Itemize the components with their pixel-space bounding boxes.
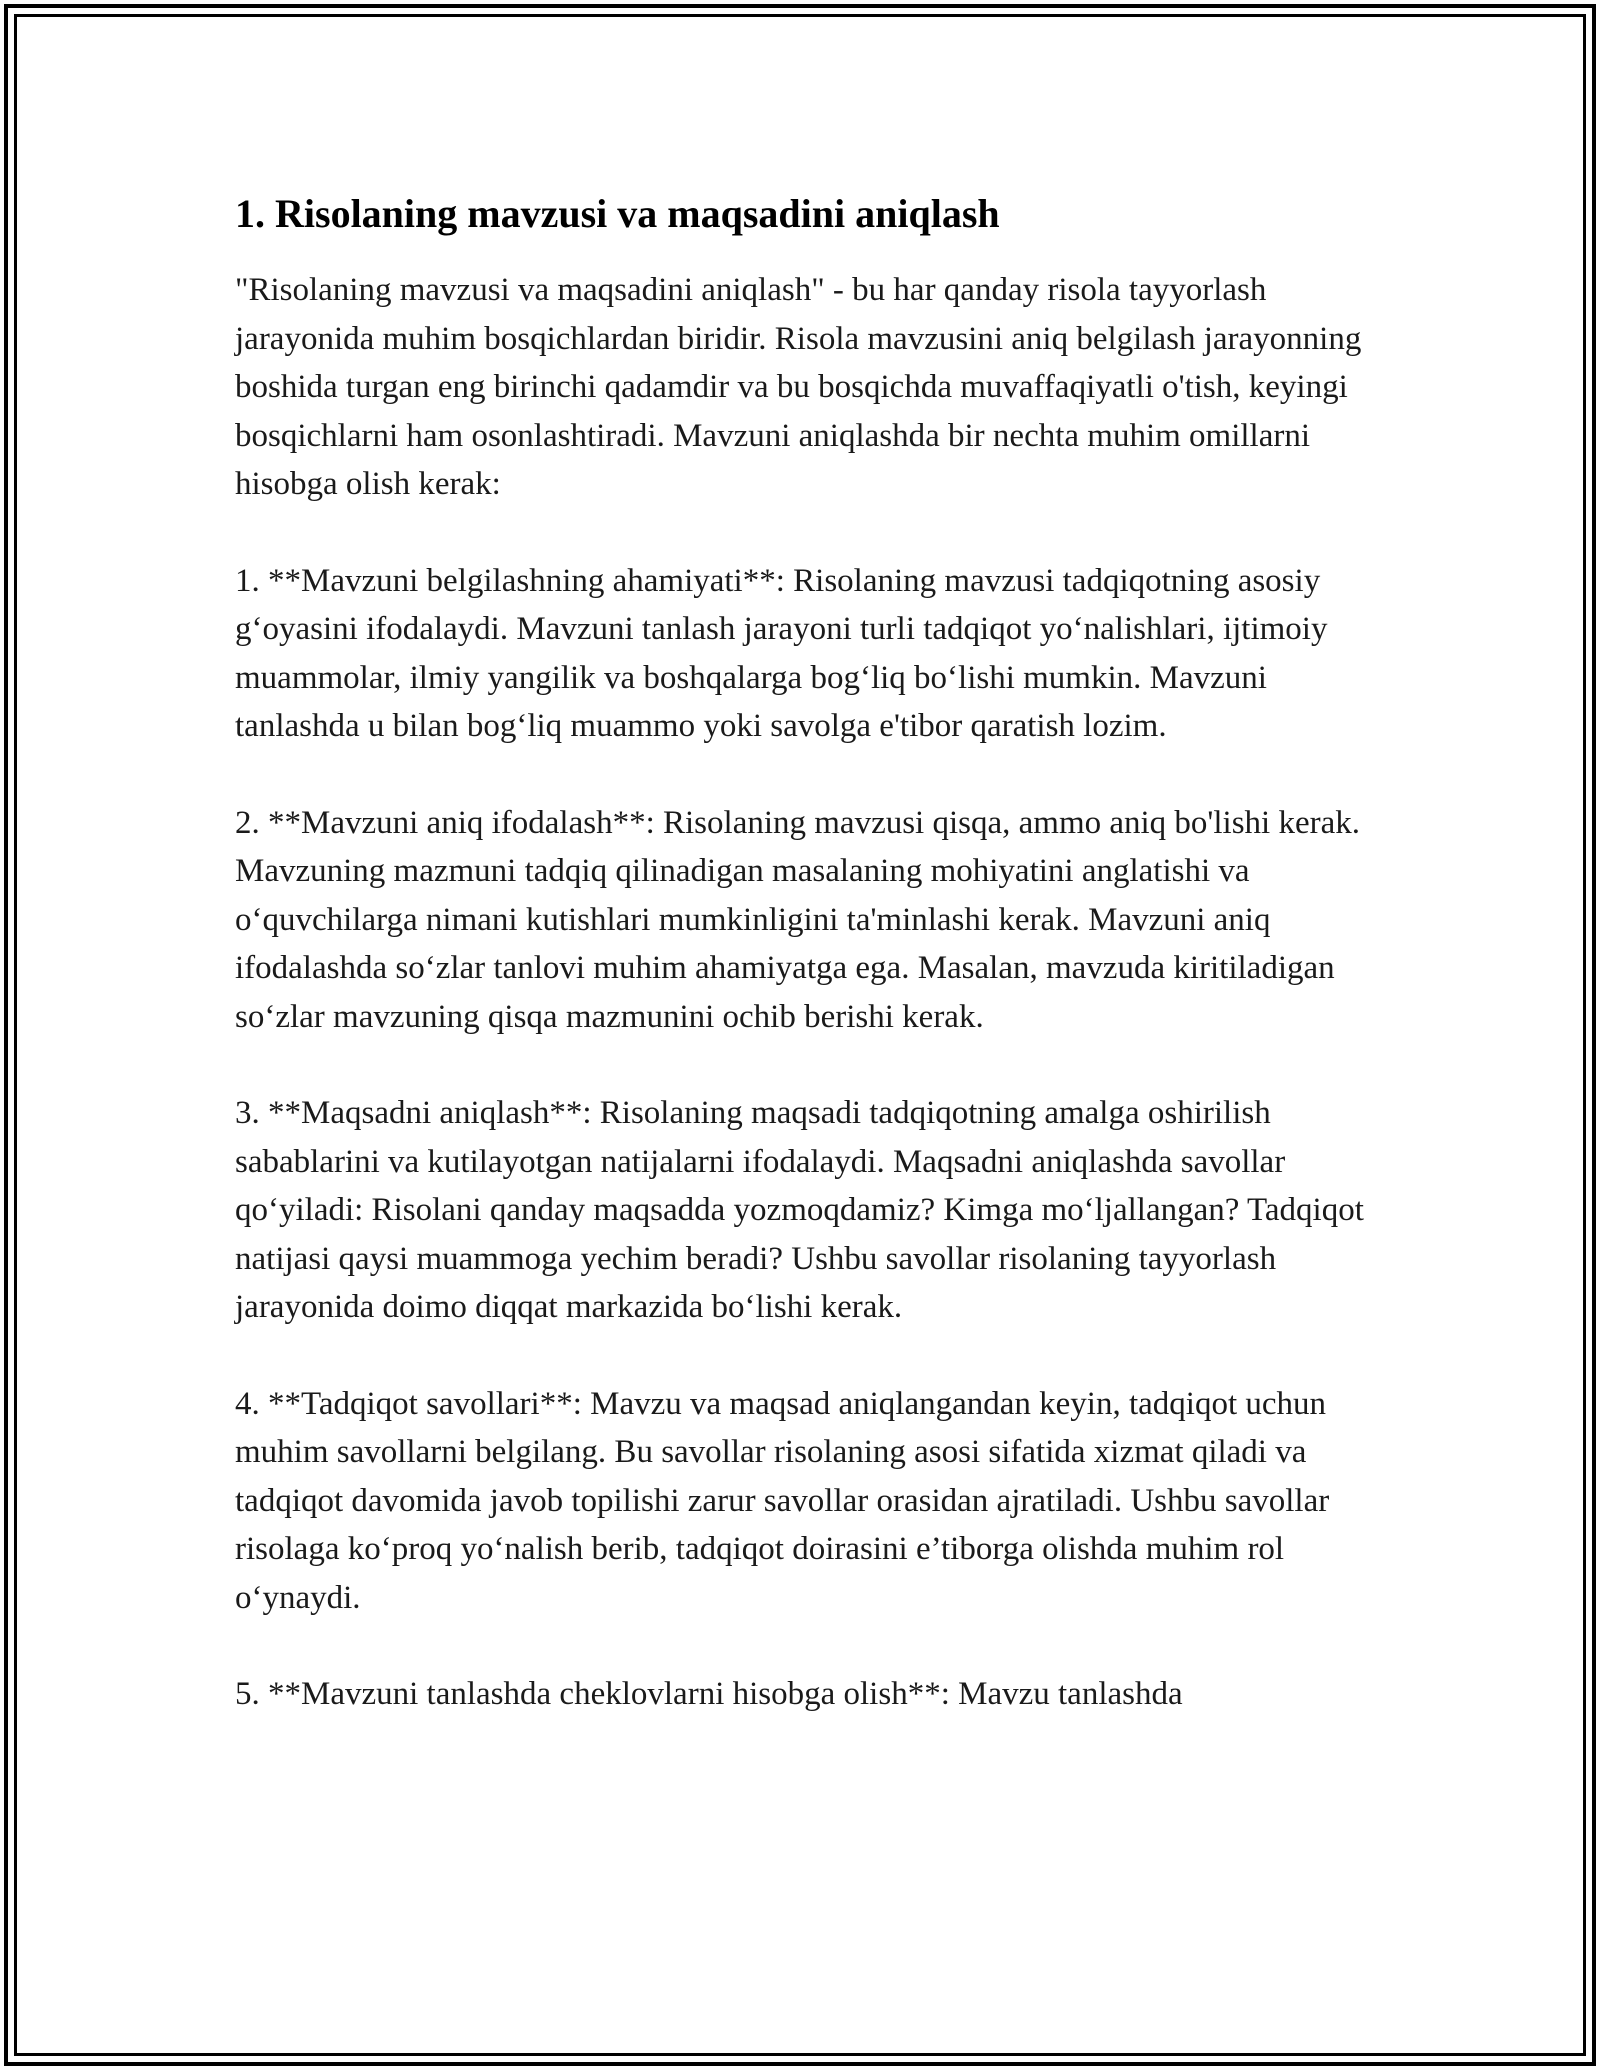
list-item-4: 4. **Tadqiqot savollari**: Mavzu va maqsad aniqlangandan keyin, tadqiqot uchun muhim savollarni belgilang. Bu savollar risolaning asosi sifatida xizmat qiladi va tadqiqot davomida javob topilishi zarur savollar orasidan ajratiladi. Ushbu savollar risolaga ko‘proq yo‘nalish berib, tadqiqot doirasini e’tiborga olishda muhim rol o‘ynaydi. (235, 1385, 1330, 1616)
list-item-1: 1. **Mavzuni belgilashning ahamiyati**: Risolaning mavzusi tadqiqotning asosiy g‘oyasini ifodalaydi. Mavzuni tanlash jarayoni turli tadqiqot yo‘nalishlari, ijtimoiy muammolar, ilmiy yangilik va boshqalarga bog‘liq bo‘lishi mumkin. Mavzuni tanlashda u bilan bog‘liq muammo yoki savolga e'tibor qaratish lozim. (235, 562, 1328, 744)
list-item-3: 3. **Maqsadni aniqlash**: Risolaning maqsadi tadqiqotning amalga oshirilish sabablarini va kutilayotgan natijalarni ifodalaydi. Maqsadni aniqlashda savollar qo‘yiladi: Risolani qanday maqsadda yozmoqdamiz? Kimga mo‘ljallangan? Tadqiqot natijasi qaysi muammoga yechim beradi? Ushbu savollar risolaning tayyorlash jarayonida doimo diqqat markazida bo‘lishi kerak. (235, 1095, 1364, 1325)
list-item-2: 2. **Mavzuni aniq ifodalash**: Risolaning mavzusi qisqa, ammo aniq bo'lishi kerak. Mavzuning mazmuni tadqiq qilinadigan masalaning mohiyatini anglatishi va o‘quvchilarga nimani kutishlari mumkinligini ta'minlashi kerak. Mavzuni aniq ifodalashda so‘zlar tanlovi muhim ahamiyatga ega. Masalan, mavzuda kiritiladigan so‘zlar mavzuning qisqa mazmunini ochib berishi kerak. (235, 804, 1361, 1035)
section-heading: 1. Risolaning mavzusi va maqsadini aniqlash (235, 191, 1000, 236)
document-body (235, 186, 1380, 1767)
list-item-5: 5. **Mavzuni tanlashda cheklovlarni hisobga olish**: Mavzu tanlashda (235, 1676, 1183, 1712)
intro-paragraph: "Risolaning mavzusi va maqsadini aniqlash" - bu har qanday risola tayyorlash jarayonida muhim bosqichlardan biridir. Risola mavzusini aniq belgilash jarayonning boshida turgan eng birinchi qadamdir va bu bosqichda muvaffaqiyatli o'tish, keyingi bosqichlarni ham osonlashtiradi. Mavzuni aniqlashda bir nechta muhim omillarni hisobga olish kerak: (235, 272, 1362, 502)
